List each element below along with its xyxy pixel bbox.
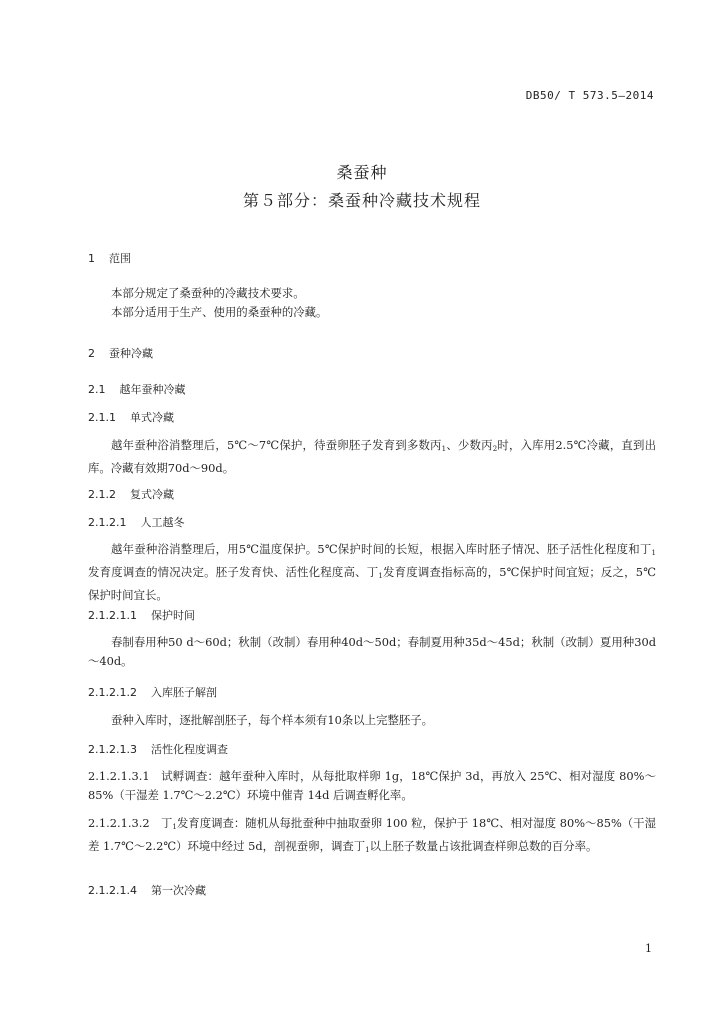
paragraph: 春制春用种50 d～60d；秋制（改制）春用种40d～50d；春制夏用种35d～45d；秋制（改制）夏用种30d～40d。 <box>88 635 656 668</box>
section-number: 2.1.2.1.1 <box>88 609 137 622</box>
section-title: 蚕种冷藏 <box>109 347 153 360</box>
section-title: 活性化程度调查 <box>150 743 228 756</box>
page-number: 1 <box>645 942 652 955</box>
paragraph: 蚕种入库时，逐批解剖胚子，每个样本须有10条以上完整胚子。 <box>111 713 434 727</box>
section-number: 2.1.2.1.3 <box>88 743 137 756</box>
section-number: 2.1.2.1.2 <box>88 686 137 699</box>
paragraph: 本部分规定了桑蚕种的冷藏技术要求。 <box>111 286 305 300</box>
section-2-1-heading <box>88 381 186 397</box>
section-1-heading <box>88 250 131 266</box>
section-2-heading <box>88 345 153 361</box>
section-number: 2 <box>88 347 95 360</box>
document-subtitle: 第５部分：桑蚕种冷藏技术规程 <box>242 191 481 210</box>
paragraph: 2.1.2.1.3.2 丁$_1$发育度调查：随机从每批蚕种中抽取蚕卵 100 粒，保护于 18℃、相对湿度 80%～85%（干湿差 1.7℃～2.2℃）环境中经过 5d，剖视蚕卵，调查丁$_1$以上胚子数量占该批调查样卵总数的百分率。 <box>88 816 656 854</box>
section-number: 2.1.1 <box>88 411 116 424</box>
section-title: 范围 <box>109 252 131 265</box>
document-header-id: DB50/ T 573.5—2014 <box>525 89 654 102</box>
paragraph: 越年蚕种浴消整理后，用5℃温度保护。5℃保护时间的长短，根据入库时胚子情况、胚子活性化程度和丁$_1$发育度调查的情况决定。胚子发育快、活性化程度高、丁$_1$发育度调查指标高的，5℃保护时间宜短；反之，5℃保护时间宜长。 <box>88 542 656 602</box>
section-title: 人工越冬 <box>140 516 185 529</box>
section-2-1-2-heading <box>88 486 174 502</box>
paragraph: 2.1.2.1.3.1 试孵调查：越年蚕种入库时，从每批取样卵 1g，18℃保护 3d，再放入 25℃、相对湿度 80%～85%（干湿差 1.7℃～2.2℃）环境中催青 14d 后调查孵化率。 <box>88 769 656 802</box>
section-title: 复式冷藏 <box>130 488 174 501</box>
section-2-1-2-1-1-heading <box>88 607 195 623</box>
paragraph: 本部分适用于生产、使用的桑蚕种的冷藏。 <box>111 305 328 319</box>
section-2-1-2-1-2-heading <box>88 684 217 700</box>
section-number: 2.1.2 <box>88 488 116 501</box>
section-title: 入库胚子解剖 <box>150 686 217 699</box>
section-2-1-2-1-heading <box>88 514 184 530</box>
section-number: 2.1 <box>88 383 106 396</box>
section-title: 越年蚕种冷藏 <box>119 383 186 396</box>
section-2-1-2-1-4-heading <box>88 882 206 898</box>
section-number: 2.1.2.1.4 <box>88 884 137 897</box>
section-title: 保护时间 <box>150 609 195 622</box>
section-2-1-1-heading <box>88 409 174 425</box>
paragraph: 越年蚕种浴消整理后，5℃～7℃保护，待蚕卵胚子发育到多数丙$_1$、少数丙$_2$时，入库用2.5℃冷藏，直到出库。冷藏有效期70d～90d。 <box>88 438 656 475</box>
section-number: 1 <box>88 252 95 265</box>
section-number: 2.1.2.1 <box>88 516 127 529</box>
section-2-1-2-1-3-heading <box>88 741 228 757</box>
document-title: 桑蚕种 <box>336 163 388 182</box>
section-title: 第一次冷藏 <box>150 884 206 897</box>
section-title: 单式冷藏 <box>130 411 174 424</box>
